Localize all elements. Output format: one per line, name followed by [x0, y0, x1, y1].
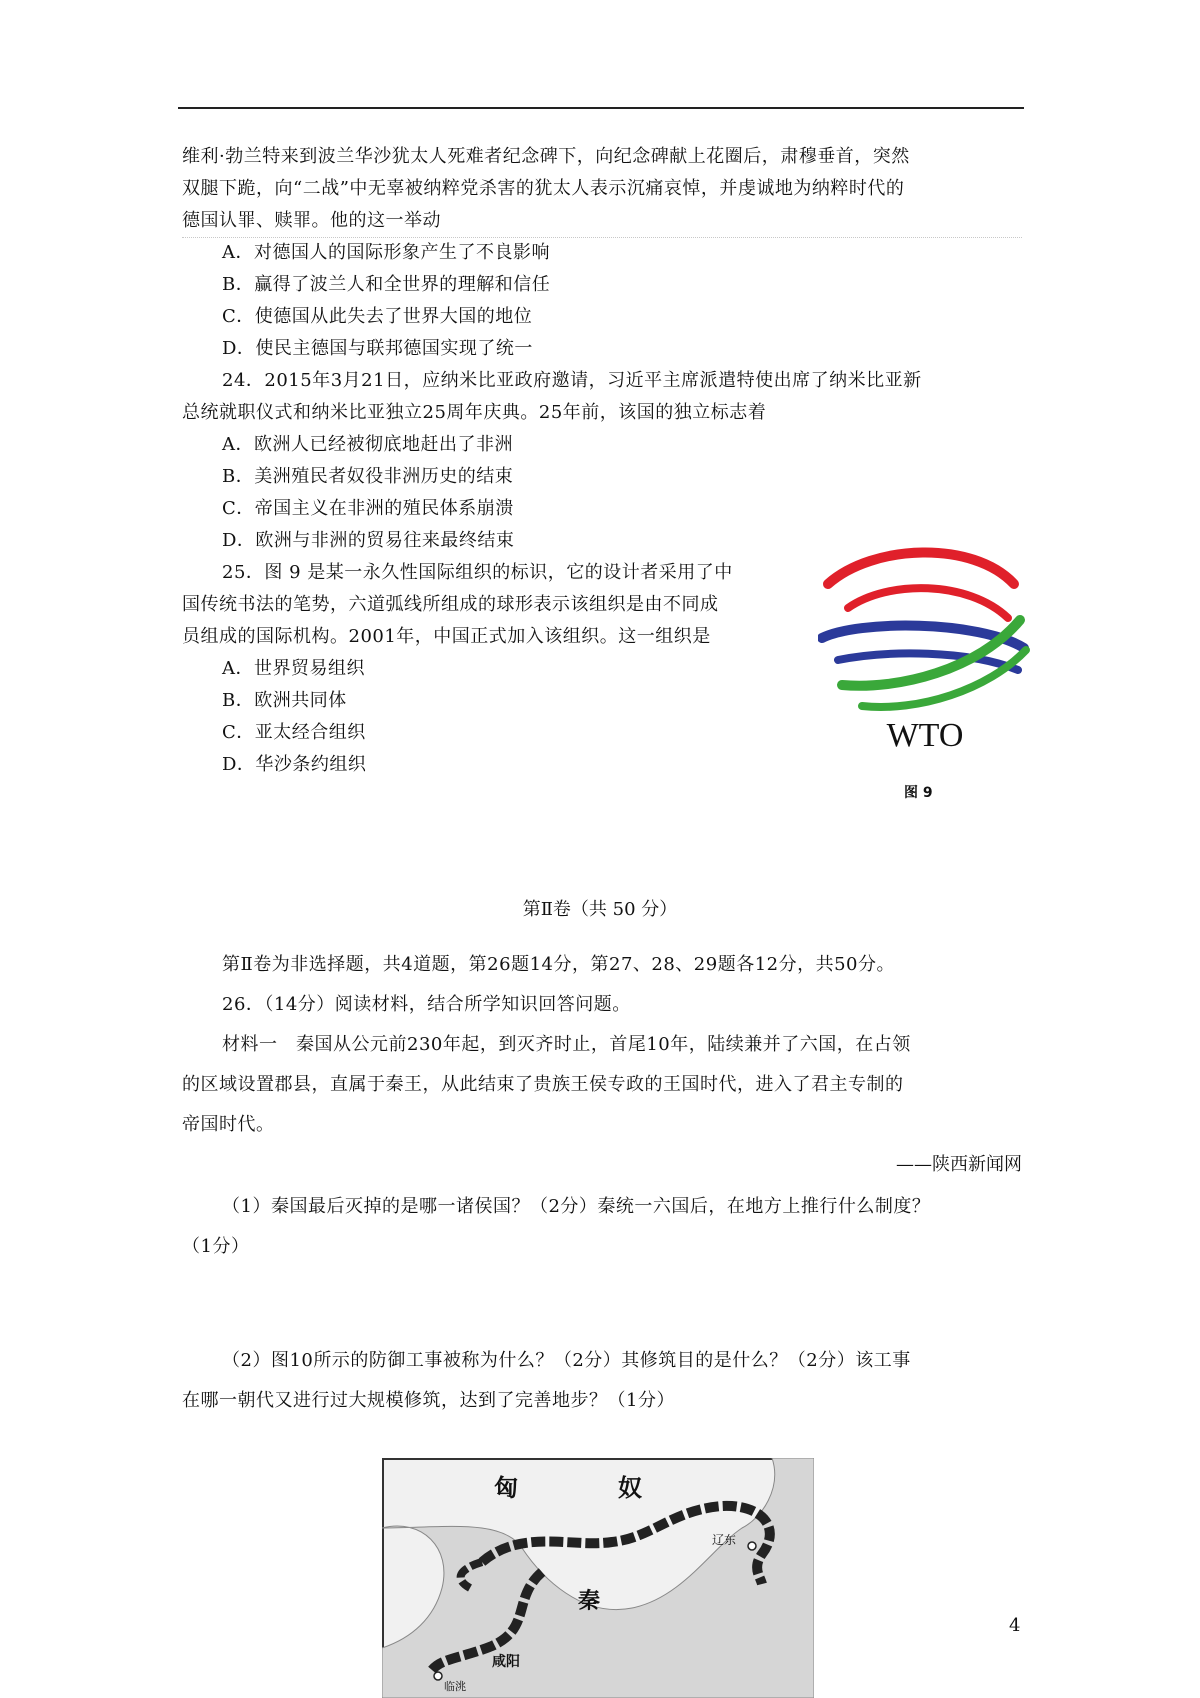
- header-rule: [178, 107, 1024, 109]
- q25-stem-line-1: 25．图 9 是某一永久性国际组织的标识，它的设计者采用了中: [222, 562, 733, 583]
- q23-stem-line-1: 维利·勃兰特来到波兰华沙犹太人死难者纪念碑下，向纪念碑献上花圈后，肃穆垂首，突然: [182, 146, 910, 167]
- q26-source: ——陕西新闻网: [896, 1154, 1022, 1175]
- q25-stem-line-2: 国传统书法的笔势，六道弧线所组成的球形表示该组织是由不同成: [182, 594, 719, 615]
- map-label-liaodong: 辽东: [712, 1533, 737, 1547]
- q23-option-b: B．赢得了波兰人和全世界的理解和信任: [222, 274, 551, 295]
- q26-material-line-1: 材料一 秦国从公元前230年起，到灭齐时止，首尾10年，陆续兼并了六国，在占领: [222, 1034, 911, 1055]
- q23-option-d: D．使民主德国与联邦德国实现了统一: [222, 338, 533, 359]
- map-label-lintao: 临洮: [444, 1680, 466, 1693]
- logo-arc-blue-2: [838, 653, 1018, 670]
- lintao-marker: [434, 1672, 442, 1680]
- logo-arc-red-1: [828, 552, 1014, 584]
- q26-sub2-line-2: 在哪一朝代又进行过大规模修筑，达到了完善地步？（1分）: [182, 1390, 675, 1411]
- map-label-nu: 奴: [618, 1474, 642, 1502]
- page-number: 4: [1009, 1615, 1021, 1636]
- figure-9-caption: 图 9: [904, 785, 933, 801]
- q26-material-line-3: 帝国时代。: [182, 1114, 275, 1135]
- q24-stem-line-1: 24．2015年3月21日，应纳米比亚政府邀请，习近平主席派遣特使出席了纳米比亚新: [222, 370, 922, 391]
- logo-text: WTO: [886, 717, 964, 754]
- part2-intro: 第Ⅱ卷为非选择题，共4道题，第26题14分，第27、28、29题各12分，共50分。: [222, 954, 896, 975]
- q26-material-line-2: 的区域设置郡县，直属于秦王，从此结束了贵族王侯专政的王国时代，进入了君主专制的: [182, 1074, 904, 1095]
- q24-stem-line-2: 总统就职仪式和纳米比亚独立25周年庆典。25年前，该国的独立标志着: [182, 402, 767, 423]
- map-label-xianyang: 咸阳: [492, 1654, 520, 1670]
- q25-option-c: C．亚太经合组织: [222, 722, 366, 743]
- q26-head: 26．（14分）阅读材料，结合所学知识回答问题。: [222, 994, 631, 1015]
- q25-option-b: B．欧洲共同体: [222, 690, 347, 711]
- logo-arc-red-2: [848, 588, 1008, 618]
- q23-stem-line-2: 双腿下跪，向“二战”中无辜被纳粹党杀害的犹太人表示沉痛哀悼，并虔诚地为纳粹时代的: [182, 178, 905, 199]
- q24-option-d: D．欧洲与非洲的贸易往来最终结束: [222, 530, 515, 551]
- q23-option-c: C．使德国从此失去了世界大国的地位: [222, 306, 533, 327]
- q26-sub2-line-1: （2）图10所示的防御工事被称为什么？（2分）其修筑目的是什么？（2分）该工事: [222, 1350, 911, 1371]
- q26-sub1-line-2: （1分）: [182, 1236, 250, 1257]
- map-label-qin: 秦: [578, 1589, 601, 1614]
- q24-option-c: C．帝国主义在非洲的殖民体系崩溃: [222, 498, 514, 519]
- great-wall-map: [382, 1458, 814, 1698]
- liaodong-marker: [748, 1542, 756, 1550]
- q23-stem-line-3: 德国认罪、赎罪。他的这一举动: [182, 210, 441, 231]
- q25-option-d: D．华沙条约组织: [222, 754, 367, 775]
- q25-option-a: A．世界贸易组织: [222, 658, 365, 679]
- q26-sub1-line-1: （1）秦国最后灭掉的是哪一诸侯国？（2分）秦统一六国后，在地方上推行什么制度？: [222, 1196, 931, 1217]
- part2-title: 第Ⅱ卷（共 50 分）: [522, 899, 678, 920]
- wto-logo: [818, 540, 1032, 754]
- q23-option-a: A．对德国人的国际形象产生了不良影响: [222, 242, 550, 263]
- q24-option-a: A．欧洲人已经被彻底地赶出了非洲: [222, 434, 513, 455]
- q25-stem-line-3: 员组成的国际机构。2001年，中国正式加入该组织。这一组织是: [182, 626, 711, 647]
- q24-option-b: B．美洲殖民者奴役非洲历史的结束: [222, 466, 514, 487]
- map-label-xiong: 匈: [494, 1474, 518, 1502]
